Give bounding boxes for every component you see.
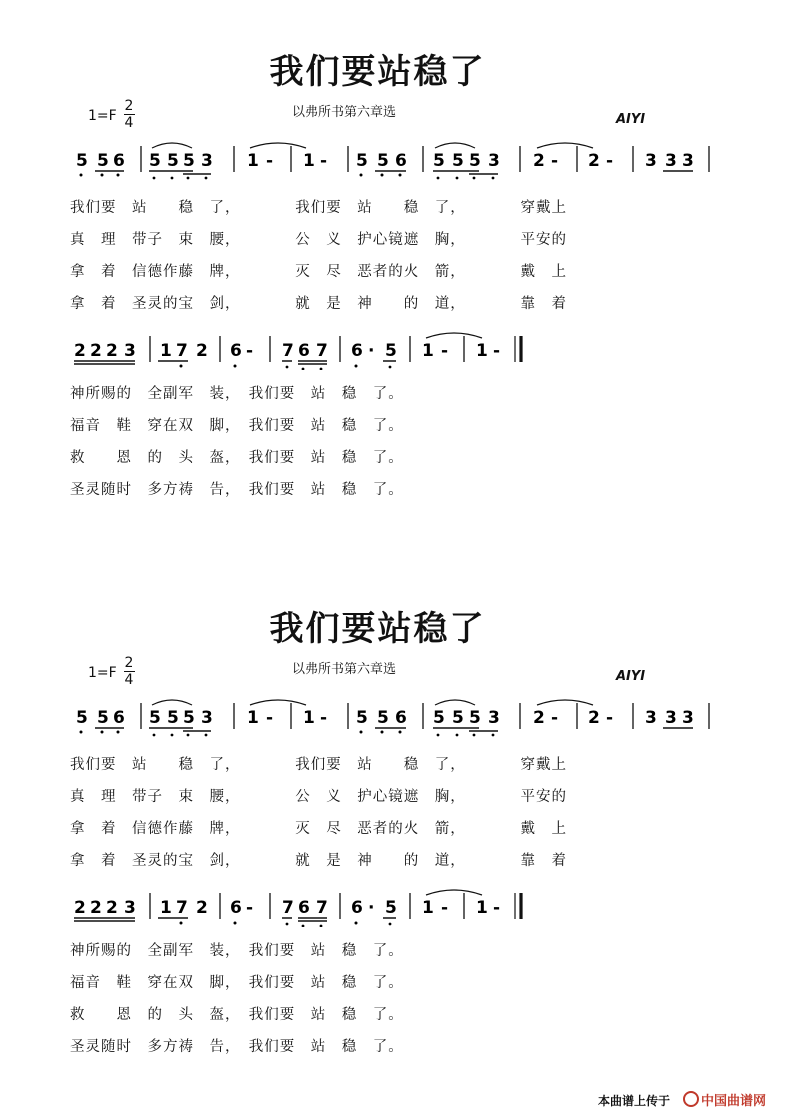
svg-text:6: 6: [230, 341, 242, 361]
svg-text:6: 6: [113, 708, 125, 728]
svg-text:3: 3: [665, 151, 677, 171]
time-signature: [123, 98, 135, 131]
lyric-line-2-verse-2: 福音 鞋 穿在双 脚， 我们要 站 稳 了。: [70, 418, 404, 434]
svg-text:1: 1: [160, 341, 172, 361]
site-logo-icon: [683, 1091, 699, 1107]
svg-text:5: 5: [97, 151, 109, 171]
svg-text:2: 2: [106, 898, 118, 918]
measure-16: [476, 341, 500, 361]
lyric-line-1-verse-4: 拿 着 圣灵的宝 剑， 就 是 神 的 道， 靠 着: [70, 853, 567, 869]
lyric-line-2-verse-4: 圣灵随时 多方祷 告， 我们要 站 稳 了。: [70, 482, 404, 498]
score-sheet-2: [0, 557, 789, 1077]
lyric-line-1-verse-2: 真 理 带子 束 腰， 公 义 护心镜遮 胸， 平安的: [70, 232, 567, 248]
time-signature-top: 2: [124, 655, 134, 671]
svg-text:5: 5: [76, 708, 88, 728]
svg-text:3: 3: [124, 341, 136, 361]
lyric-line-1-verse-1: 我们要 站 稳 了， 我们要 站 稳 了， 穿戴上: [70, 757, 567, 773]
measure-15: [422, 333, 482, 361]
measure-13: [282, 341, 328, 370]
measure-12: [230, 341, 253, 368]
svg-text:1: 1: [303, 151, 315, 171]
scripture-source: 以弗所书第六章选: [292, 662, 397, 677]
svg-text:3: 3: [124, 898, 136, 918]
measure-14: [351, 341, 397, 368]
svg-text:3: 3: [645, 708, 657, 728]
lyric-line-2-verse-1: 神所赐的 全副军 装， 我们要 站 稳 了。: [70, 386, 404, 402]
svg-text:1: 1: [422, 341, 434, 361]
svg-text:5: 5: [167, 708, 179, 728]
measure-11: [158, 341, 208, 368]
svg-text:5: 5: [97, 708, 109, 728]
measure-8: [588, 151, 613, 171]
author: AIYI: [616, 112, 646, 127]
site-name: 中国曲谱网: [701, 1094, 767, 1109]
svg-text:3: 3: [645, 151, 657, 171]
svg-text:1: 1: [476, 898, 488, 918]
svg-text:3: 3: [201, 708, 213, 728]
svg-text:5: 5: [377, 708, 389, 728]
svg-text:5: 5: [356, 151, 368, 171]
svg-text:1: 1: [422, 898, 434, 918]
svg-text:5: 5: [433, 151, 445, 171]
svg-text:5: 5: [452, 708, 464, 728]
svg-text:3: 3: [665, 708, 677, 728]
svg-text:7: 7: [176, 898, 188, 918]
svg-text:7: 7: [282, 341, 294, 361]
svg-text:1: 1: [303, 708, 315, 728]
measure-10: [74, 341, 136, 364]
svg-text:2: 2: [533, 151, 545, 171]
svg-text:6: 6: [113, 151, 125, 171]
svg-text:5: 5: [469, 708, 481, 728]
measure-4: [303, 151, 327, 171]
song-title: 我们要站稳了: [269, 52, 486, 92]
lyric-line-2-verse-1: 神所赐的 全副军 装， 我们要 站 稳 了。: [70, 943, 404, 959]
svg-text:5: 5: [149, 708, 161, 728]
svg-text:7: 7: [282, 898, 294, 918]
time-signature-bottom: 4: [124, 672, 134, 688]
lyric-line-1-verse-2: 真 理 带子 束 腰， 公 义 护心镜遮 胸， 平安的: [70, 789, 567, 805]
svg-text:5: 5: [167, 151, 179, 171]
scripture-source: 以弗所书第六章选: [292, 105, 397, 120]
svg-text:5: 5: [433, 708, 445, 728]
svg-text:5: 5: [385, 898, 397, 918]
song-title: 我们要站稳了: [269, 609, 486, 649]
svg-text:2: 2: [90, 341, 102, 361]
measure-9: [645, 151, 694, 171]
svg-text:-: -: [551, 708, 559, 728]
svg-text:-: -: [320, 151, 328, 171]
svg-text:5: 5: [76, 151, 88, 171]
lyric-line-2-verse-3: 救 恩 的 头 盔， 我们要 站 稳 了。: [70, 1007, 404, 1023]
score-sheet-1: [0, 0, 789, 520]
svg-text:6: 6: [351, 341, 363, 361]
notation-line-2: [0, 887, 789, 927]
measure-3: [247, 143, 306, 171]
svg-text:6: 6: [298, 898, 310, 918]
svg-text:3: 3: [488, 708, 500, 728]
svg-text:3: 3: [682, 151, 694, 171]
svg-text:2: 2: [74, 898, 86, 918]
svg-text:5: 5: [356, 708, 368, 728]
svg-text:2: 2: [106, 341, 118, 361]
svg-text:1: 1: [247, 708, 259, 728]
svg-text:2: 2: [74, 341, 86, 361]
lyric-line-1-verse-4: 拿 着 圣灵的宝 剑， 就 是 神 的 道， 靠 着: [70, 296, 567, 312]
key-signature: 1=F: [88, 665, 117, 681]
measure-7: [533, 143, 593, 171]
svg-text:1: 1: [160, 898, 172, 918]
time-signature-top: 2: [124, 98, 134, 114]
svg-text:2: 2: [196, 898, 208, 918]
svg-text:1: 1: [247, 151, 259, 171]
svg-text:·: ·: [368, 898, 375, 918]
svg-text:5: 5: [469, 151, 481, 171]
svg-text:-: -: [441, 898, 449, 918]
svg-text:5: 5: [452, 151, 464, 171]
uploaded-text: 本曲谱上传于: [598, 1094, 671, 1108]
svg-text:-: -: [441, 341, 449, 361]
lyric-line-1-verse-1: 我们要 站 稳 了， 我们要 站 稳 了， 穿戴上: [70, 200, 567, 216]
svg-text:5: 5: [183, 151, 195, 171]
svg-text:2: 2: [588, 708, 600, 728]
svg-text:3: 3: [201, 151, 213, 171]
svg-text:-: -: [551, 151, 559, 171]
svg-text:5: 5: [183, 708, 195, 728]
lyric-line-2-verse-3: 救 恩 的 头 盔， 我们要 站 稳 了。: [70, 450, 404, 466]
svg-text:6: 6: [395, 151, 407, 171]
key-signature: 1=F: [88, 108, 117, 124]
svg-text:-: -: [493, 341, 501, 361]
svg-text:-: -: [320, 708, 328, 728]
svg-text:3: 3: [682, 708, 694, 728]
svg-text:-: -: [606, 708, 614, 728]
svg-text:-: -: [246, 341, 254, 361]
lyric-line-2-verse-4: 圣灵随时 多方祷 告， 我们要 站 稳 了。: [70, 1039, 404, 1055]
svg-text:-: -: [246, 898, 254, 918]
svg-text:-: -: [266, 151, 274, 171]
svg-text:7: 7: [316, 898, 328, 918]
svg-text:2: 2: [588, 151, 600, 171]
svg-text:5: 5: [385, 341, 397, 361]
measure-6: [433, 143, 500, 179]
svg-text:7: 7: [176, 341, 188, 361]
time-signature: [123, 655, 135, 688]
svg-text:3: 3: [488, 151, 500, 171]
svg-text:-: -: [266, 708, 274, 728]
svg-text:·: ·: [368, 341, 375, 361]
measure-1: [76, 151, 125, 177]
svg-text:5: 5: [149, 151, 161, 171]
svg-text:6: 6: [351, 898, 363, 918]
svg-text:6: 6: [298, 341, 310, 361]
svg-text:1: 1: [476, 341, 488, 361]
svg-text:2: 2: [533, 708, 545, 728]
author: AIYI: [616, 669, 646, 684]
lyric-line-1-verse-3: 拿 着 信德作藤 牌， 灭 尽 恶者的火 箭， 戴 上: [70, 821, 567, 837]
svg-text:6: 6: [230, 898, 242, 918]
lyric-line-2-verse-2: 福音 鞋 穿在双 脚， 我们要 站 稳 了。: [70, 975, 404, 991]
notation-line-1: [0, 697, 789, 737]
svg-text:5: 5: [377, 151, 389, 171]
svg-text:-: -: [493, 898, 501, 918]
measure-5: [356, 151, 407, 177]
svg-text:6: 6: [395, 708, 407, 728]
svg-text:2: 2: [196, 341, 208, 361]
measure-2: [149, 143, 213, 179]
svg-text:7: 7: [316, 341, 328, 361]
notation-line-2: [0, 330, 789, 370]
lyric-line-1-verse-3: 拿 着 信德作藤 牌， 灭 尽 恶者的火 箭， 戴 上: [70, 264, 567, 280]
time-signature-bottom: 4: [124, 115, 134, 131]
svg-text:2: 2: [90, 898, 102, 918]
svg-text:-: -: [606, 151, 614, 171]
site-logo[interactable]: [683, 1090, 766, 1109]
notation-line-1: [0, 140, 789, 180]
